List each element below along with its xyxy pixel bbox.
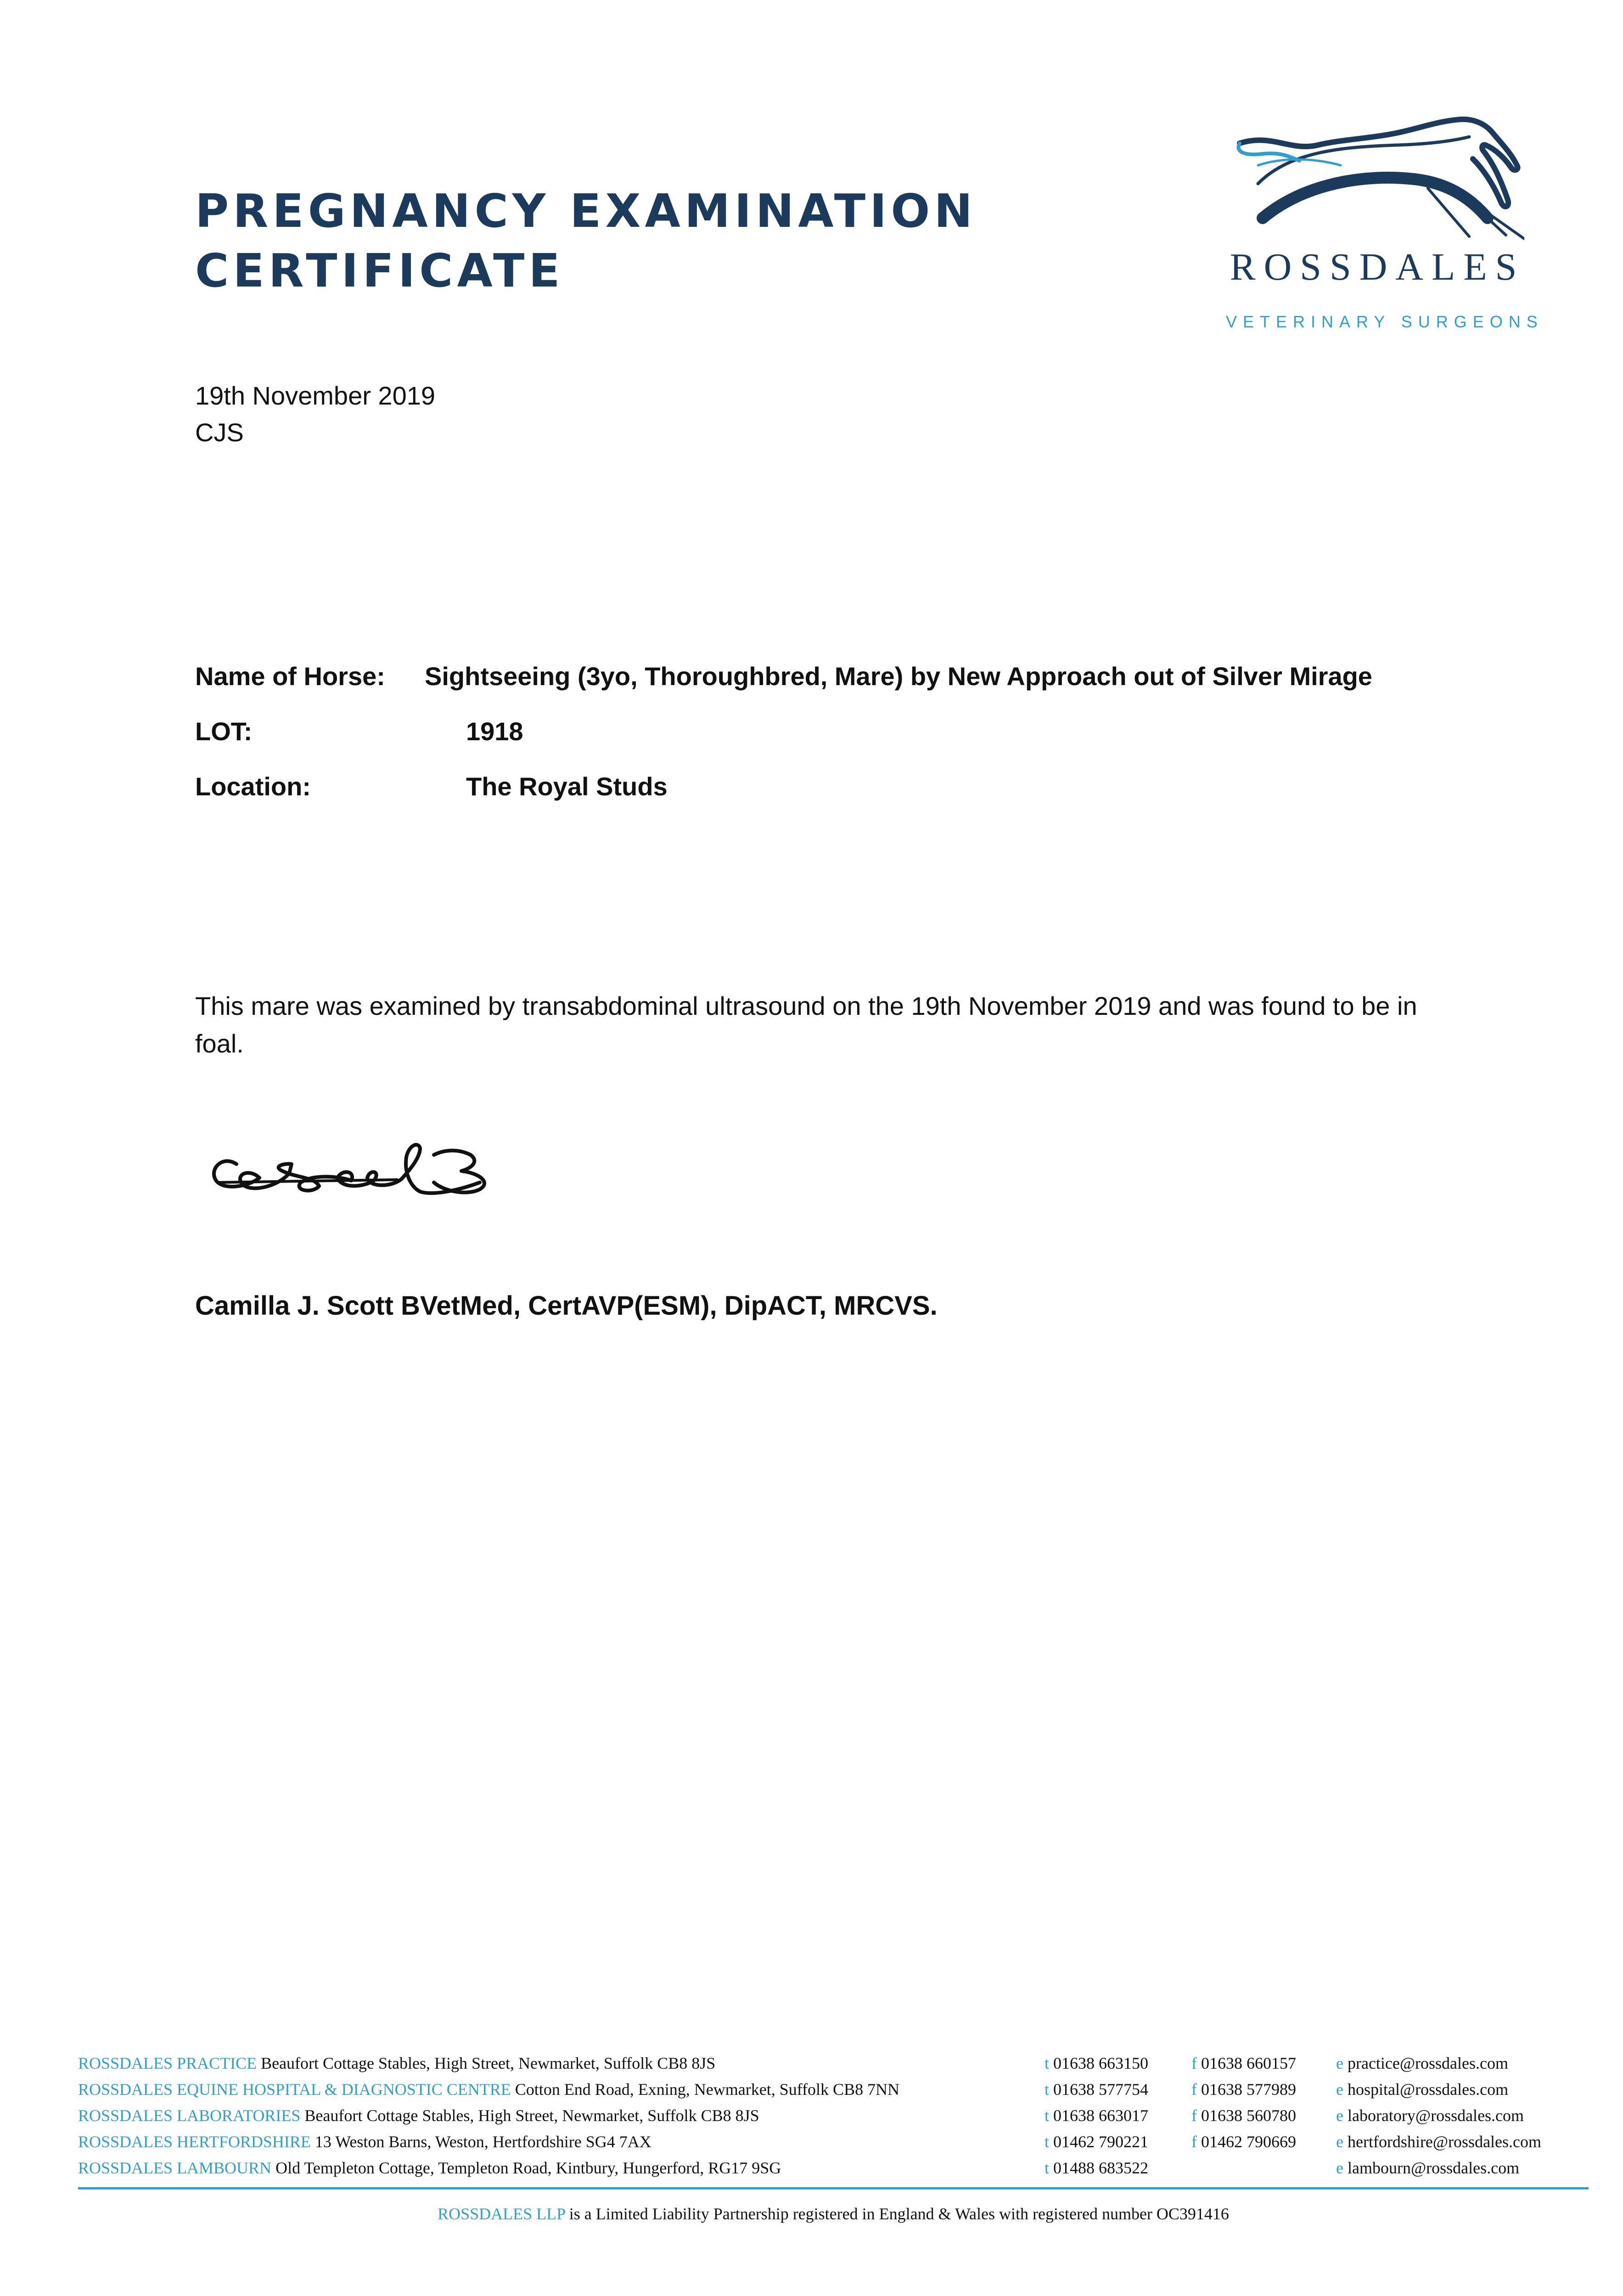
lot-value: 1918	[466, 717, 523, 746]
vet-initials: CJS	[195, 418, 244, 447]
header-meta	[195, 377, 435, 451]
office-address: Beaufort Cottage Stables, High Street, Newmarket, Suffolk CB8 8JS	[261, 2054, 716, 2072]
detail-label: Name of Horse:	[195, 662, 385, 691]
office-name: ROSSDALES HERTFORDSHIRE	[78, 2133, 311, 2151]
handwritten-signature-icon	[204, 1137, 517, 1210]
office-tel: t 01638 663017	[1045, 2106, 1149, 2125]
office-tel: t 01638 577754	[1045, 2080, 1149, 2099]
page-title	[195, 181, 977, 301]
horse-name-value: Sightseeing (3yo, Thoroughbred, Mare) by New Approach out of Silver Mirage	[425, 662, 1372, 691]
examination-statement: This mare was examined by transabdominal ultrasound on the 19th November 2019 and was found to be in foal.	[195, 991, 1417, 1058]
office-fax: f 01638 577989	[1191, 2080, 1296, 2099]
certificate-date: 19th November 2019	[195, 381, 436, 410]
footer-divider	[78, 2187, 1589, 2189]
office-address: Beaufort Cottage Stables, High Street, Newmarket, Suffolk CB8 8JS	[304, 2106, 759, 2125]
office-email[interactable]: e practice@rossdales.com	[1336, 2054, 1508, 2072]
office-tel: t 01488 683522	[1045, 2159, 1149, 2177]
office-email[interactable]: e laboratory@rossdales.com	[1336, 2106, 1524, 2125]
office-address: Old Templeton Cottage, Templeton Road, Kintbury, Hungerford, RG17 9SG	[275, 2159, 781, 2177]
office-address: 13 Weston Barns, Weston, Hertfordshire SG4 7AX	[314, 2133, 651, 2151]
legal-entity-name: ROSSDALES LLP	[438, 2205, 565, 2223]
office-name: ROSSDALES LABORATORIES	[78, 2106, 301, 2125]
brand-logo	[1230, 115, 1524, 243]
footer-row	[78, 2050, 1589, 2077]
office-fax: f 01462 790669	[1191, 2133, 1296, 2151]
footer-row	[78, 2129, 1589, 2155]
legal-text: is a Limited Liability Partnership registered in England & Wales with registered number OC391416	[569, 2205, 1229, 2223]
detail-row-lot	[195, 716, 1481, 771]
footer-row	[78, 2155, 1589, 2181]
footer-contacts	[78, 2050, 1589, 2181]
legal-notice	[78, 2204, 1589, 2223]
signature	[204, 1137, 517, 1212]
page-title-line-2: CERTIFICATE	[195, 244, 564, 298]
office-name: ROSSDALES EQUINE HOSPITAL & DIAGNOSTIC CENTRE	[78, 2080, 511, 2099]
office-email[interactable]: e hertfordshire@rossdales.com	[1336, 2133, 1542, 2151]
office-name: ROSSDALES LAMBOURN	[78, 2159, 272, 2177]
horse-details	[195, 661, 1481, 827]
brand-name: ROSSDALES	[1230, 246, 1525, 288]
galloping-horse-logo-icon	[1230, 115, 1524, 243]
signer-name: Camilla J. Scott BVetMed, CertAVP(ESM), DipACT, MRCVS.	[195, 1291, 938, 1321]
office-fax: f 01638 660157	[1191, 2054, 1296, 2072]
location-value: The Royal Studs	[466, 772, 668, 801]
footer-row	[78, 2077, 1589, 2103]
detail-row-horse-name	[195, 661, 1481, 716]
office-fax: f 01638 560780	[1191, 2106, 1296, 2125]
brand-tagline: VETERINARY SURGEONS	[1226, 312, 1544, 331]
detail-label: LOT:	[195, 717, 253, 746]
office-tel: t 01462 790221	[1045, 2133, 1149, 2151]
office-name: ROSSDALES PRACTICE	[78, 2054, 257, 2072]
page-title-line-1: PREGNANCY EXAMINATION	[195, 184, 977, 238]
office-email[interactable]: e hospital@rossdales.com	[1336, 2080, 1509, 2099]
office-address: Cotton End Road, Exning, Newmarket, Suffolk CB8 7NN	[515, 2080, 900, 2099]
detail-label: Location:	[195, 772, 311, 801]
footer-row	[78, 2103, 1589, 2129]
office-email[interactable]: e lambourn@rossdales.com	[1336, 2159, 1520, 2177]
office-tel: t 01638 663150	[1045, 2054, 1149, 2072]
detail-row-location	[195, 771, 1481, 827]
